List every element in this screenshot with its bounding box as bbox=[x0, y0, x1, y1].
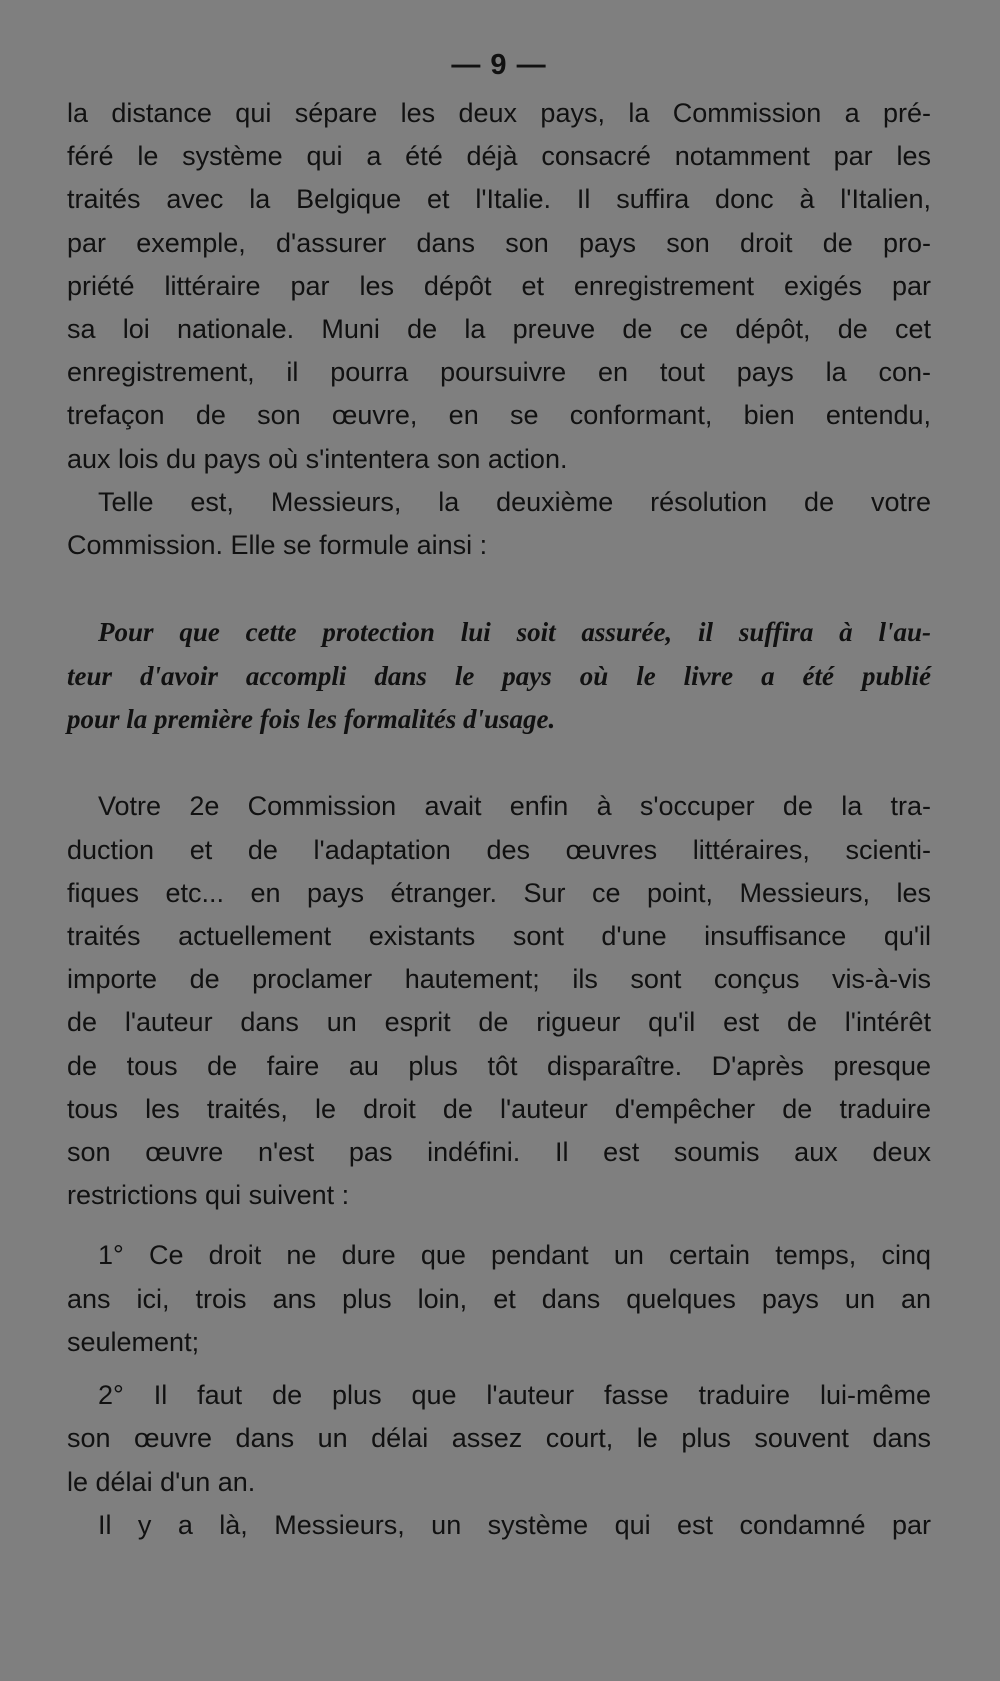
text-line: son œuvre n'est pas indéfini. Il est soumis aux deux bbox=[67, 1137, 931, 1168]
text-line: 2° Il faut de plus que l'auteur fasse traduire lui-même bbox=[98, 1380, 931, 1411]
text-line: traités avec la Belgique et l'Italie. Il suffira donc à l'Italien, bbox=[67, 184, 931, 215]
text-line: le délai d'un an. bbox=[67, 1466, 256, 1497]
text-line: enregistrement, il pourra poursuivre en tout pays la con- bbox=[67, 357, 931, 388]
text-line: fiques etc... en pays étranger. Sur ce point, Messieurs, les bbox=[67, 877, 931, 908]
spacer bbox=[67, 567, 931, 611]
text-line: ans ici, trois ans plus loin, et dans quelques pays un an bbox=[67, 1283, 931, 1314]
text-line: Votre 2e Commission avait enfin à s'occuper de la tra- bbox=[98, 791, 931, 822]
text-line: trefaçon de son œuvre, en se conformant, bien entendu, bbox=[67, 400, 931, 431]
text-line: duction et de l'adaptation des œuvres littéraires, scienti- bbox=[67, 834, 931, 865]
text-line: son œuvre dans un délai assez court, le plus souvent dans bbox=[67, 1423, 931, 1454]
page-number: — 9 — bbox=[451, 49, 547, 81]
text-line: pour la première fois les formalités d'usage. bbox=[67, 704, 556, 735]
text-line: restrictions qui suivent : bbox=[67, 1180, 350, 1211]
text-line: 1° Ce droit ne dure que pendant un certain temps, cinq bbox=[98, 1240, 931, 1271]
paragraph-2 bbox=[67, 481, 931, 567]
text-line: féré le système qui a été déjà consacré notamment par les bbox=[67, 141, 931, 172]
text-line: sa loi nationale. Muni de la preuve de ce dépôt, de cet bbox=[67, 314, 931, 345]
text-line: Il y a là, Messieurs, un système qui est condamné par bbox=[98, 1509, 931, 1540]
text-line: Commission. Elle se formule ainsi : bbox=[67, 530, 488, 561]
text-line: par exemple, d'assurer dans son pays son droit de pro- bbox=[67, 227, 931, 258]
resolution-quote bbox=[67, 611, 931, 741]
text-line: Telle est, Messieurs, la deuxième résolution de votre bbox=[98, 486, 931, 517]
paragraph-1 bbox=[67, 92, 931, 481]
text-line: de l'auteur dans un esprit de rigueur qu'il est de l'intérêt bbox=[67, 1007, 931, 1038]
document-page bbox=[67, 44, 931, 1547]
text-line: seulement; bbox=[67, 1326, 200, 1357]
text-line: traités actuellement existants sont d'une insuffisance qu'il bbox=[67, 921, 931, 952]
text-line: teur d'avoir accompli dans le pays où le livre a été publié bbox=[67, 660, 931, 691]
list-item-1 bbox=[67, 1234, 931, 1364]
spacer bbox=[67, 741, 931, 785]
list-item-2 bbox=[67, 1374, 931, 1504]
text-line: priété littéraire par les dépôt et enregistrement exigés par bbox=[67, 270, 931, 301]
paragraph-final bbox=[67, 1504, 931, 1547]
text-line: tous les traités, le droit de l'auteur d'empêcher de traduire bbox=[67, 1093, 931, 1124]
text-line: Pour que cette protection lui soit assurée, il suffira à l'au- bbox=[98, 617, 931, 648]
spacer bbox=[67, 1364, 931, 1374]
text-line: aux lois du pays où s'intentera son action. bbox=[67, 443, 568, 474]
text-line: de tous de faire au plus tôt disparaître. D'après presque bbox=[67, 1050, 931, 1081]
paragraph-3 bbox=[67, 785, 931, 1217]
spacer bbox=[67, 1217, 931, 1234]
text-line: importe de proclamer hautement; ils sont conçus vis-à-vis bbox=[67, 964, 931, 995]
text-line: la distance qui sépare les deux pays, la Commission a pré- bbox=[67, 98, 931, 128]
